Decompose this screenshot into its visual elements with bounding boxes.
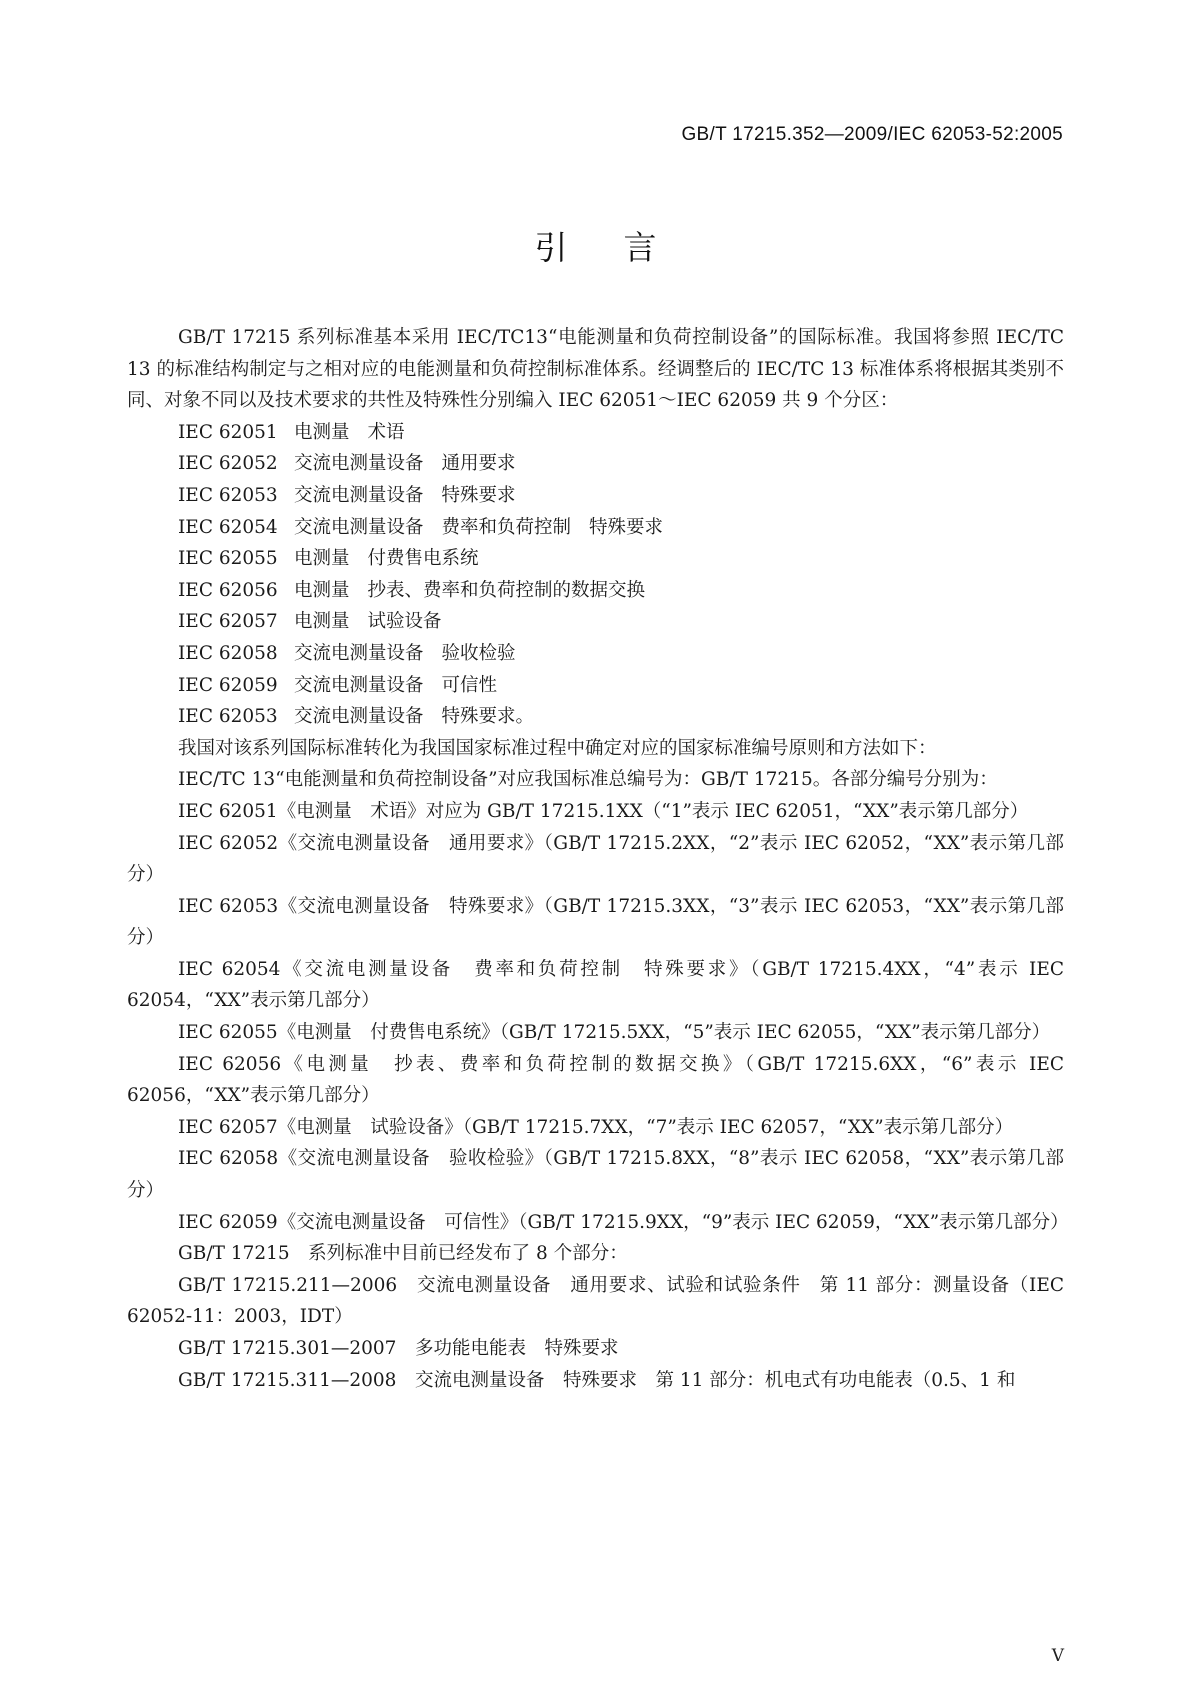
series-list [127, 417, 1064, 733]
mapping-item: IEC 62052《交流电测量设备 通用要求》（GB/T 17215.2XX，“2”表示 IEC 62052，“XX”表示第几部分） [127, 832, 1064, 886]
mapping-item: IEC 62054《交流电测量设备 费率和负荷控制 特殊要求》（GB/T 17215.4XX，“4”表示 IEC 62054，“XX”表示第几部分） [127, 958, 1064, 1012]
published-list [127, 1270, 1064, 1396]
published-item: GB/T 17215.301—2007 多功能电能表 特殊要求 [178, 1338, 619, 1359]
standard-number-header: GB/T 17215.352—2009/IEC 62053-52:2005 [681, 124, 1063, 145]
series-item: IEC 62058 交流电测量设备 验收检验 [178, 642, 516, 664]
series-item: IEC 62057 电测量 试验设备 [178, 611, 442, 633]
published-intro: GB/T 17215 系列标准中目前已经发布了 8 个部分： [178, 1243, 628, 1265]
mapping-item: IEC 62057《电测量 试验设备》（GB/T 17215.7XX，“7”表示 IEC 62057，“XX”表示第几部分） [178, 1116, 1014, 1138]
series-item: IEC 62056 电测量 抄表、费率和负荷控制的数据交换 [178, 579, 646, 601]
series-item: IEC 62053 交流电测量设备 特殊要求 [178, 484, 516, 506]
published-item: GB/T 17215.311—2008 交流电测量设备 特殊要求 第 11 部分：机电式有功电能表（0.5、1 和 [178, 1369, 1016, 1391]
series-item: IEC 62054 交流电测量设备 费率和负荷控制 特殊要求 [178, 516, 664, 538]
numbering-paragraph: IEC/TC 13“电能测量和负荷控制设备”对应我国标准总编号为：GB/T 17215。各部分编号分别为： [178, 769, 998, 791]
mapping-list [127, 796, 1069, 1238]
mapping-item: IEC 62051《电测量 术语》对应为 GB/T 17215.1XX（“1”表示 IEC 62051，“XX”表示第几部分） [178, 800, 1029, 822]
page-title: 引言 [534, 228, 713, 267]
mapping-item: IEC 62058《交流电测量设备 验收检验》（GB/T 17215.8XX，“8”表示 IEC 62058，“XX”表示第几部分） [127, 1148, 1064, 1202]
mapping-item: IEC 62055《电测量 付费售电系统》（GB/T 17215.5XX，“5”表示 IEC 62055，“XX”表示第几部分） [178, 1022, 1051, 1044]
principle-paragraph: 我国对该系列国际标准转化为我国国家标准过程中确定对应的国家标准编号原则和方法如下： [178, 737, 937, 759]
mapping-item: IEC 62059《交流电测量设备 可信性》（GB/T 17215.9XX，“9”表示 IEC 62059，“XX”表示第几部分） [178, 1211, 1069, 1233]
intro-paragraph: GB/T 17215 系列标准基本采用 IEC/TC13“电能测量和负荷控制设备”的国际标准。我国将参照 IEC/TC 13 的标准结构制定与之相对应的电能测量和负荷控制标准体系。经调整后的 IEC/TC 13 标准体系将根据其类别不同、对象不同以及技术要求的共性及特殊性分别编入 IEC 62051～IEC 62059 共 9 个分区： [127, 327, 1064, 412]
mapping-item: IEC 62056《电测量 抄表、费率和负荷控制的数据交换》（GB/T 17215.6XX，“6”表示 IEC 62056，“XX”表示第几部分） [127, 1053, 1064, 1107]
document-body [127, 322, 1069, 1396]
series-item: IEC 62053 交流电测量设备 特殊要求。 [178, 706, 535, 728]
series-item: IEC 62055 电测量 付费售电系统 [178, 548, 479, 570]
page-number: V [1051, 1646, 1064, 1666]
series-item: IEC 62059 交流电测量设备 可信性 [178, 674, 498, 696]
mapping-item: IEC 62053《交流电测量设备 特殊要求》（GB/T 17215.3XX，“3”表示 IEC 62053，“XX”表示第几部分） [127, 895, 1064, 949]
series-item: IEC 62051 电测量 术语 [178, 421, 405, 443]
series-item: IEC 62052 交流电测量设备 通用要求 [178, 453, 516, 475]
published-item: GB/T 17215.211—2006 交流电测量设备 通用要求、试验和试验条件 第 11 部分：测量设备（IEC 62052-11：2003，IDT） [127, 1274, 1064, 1328]
